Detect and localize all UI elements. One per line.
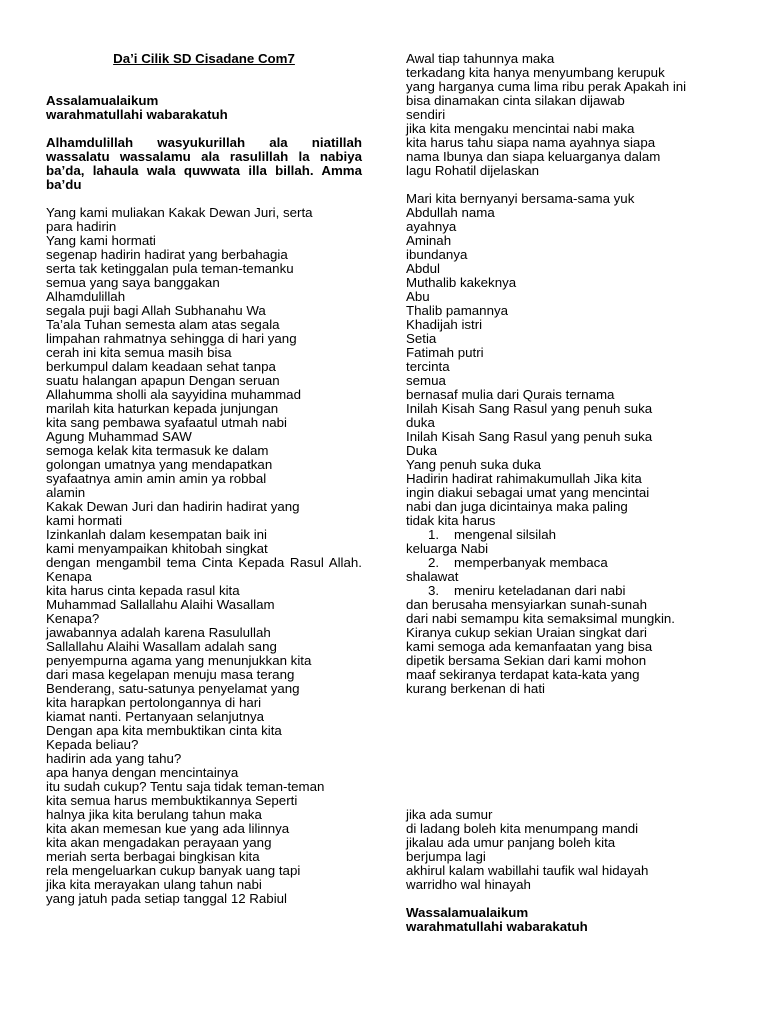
song-line: Inilah Kisah Sang Rasul yang penuh suka [406, 429, 653, 444]
closing-line: dari nabi semampu kita semaksimal mungkin. [406, 611, 676, 626]
list-number: 1. [428, 527, 440, 542]
body-line: Agung Muhammad SAW [46, 429, 192, 444]
pantun-line: akhirul kalam wabillahi taufik wal hidayah [406, 863, 649, 878]
body-line: Kakak Dewan Juri dan hadirin hadirat yang [46, 499, 300, 514]
list-continuation: shalawat [406, 569, 459, 584]
closing-line: maaf sekiranya terdapat kata-kata yang [406, 667, 640, 682]
opening-text: Alhamdulillah wasyukurillah ala niatillah wassalatu wassalamu ala rasulillah la nabiya ba’da, lahaula wala quwwata illa billah. Amma ba’du [46, 135, 362, 192]
body-line: Allahumma sholli ala sayyidina muhammad [46, 387, 301, 402]
list-item [406, 528, 724, 542]
song-line: ayahnya [406, 219, 457, 234]
body-line: segenap hadirin hadirat yang berbahagia [46, 247, 288, 262]
closing-line: kurang berkenan di hati [406, 681, 545, 696]
song-line: bernasaf mulia dari Qurais ternama [406, 387, 615, 402]
body-line: Kenapa? [46, 611, 100, 626]
body-line: kita harus cinta kepada rasul kita [46, 583, 240, 598]
song-line: Inilah Kisah Sang Rasul yang penuh suka [406, 401, 653, 416]
body-line: bisa dinamakan cinta silakan dijawab [406, 93, 625, 108]
list-item [406, 584, 724, 598]
song-line: Abdul [406, 261, 441, 276]
pantun-line: jika ada sumur [406, 807, 493, 822]
body-line: kita sang pembawa syafaatul utmah nabi [46, 415, 287, 430]
opening-paragraph [46, 136, 362, 192]
body-line: kita semua harus membuktikannya Seperti [46, 793, 298, 808]
song-line: ingin diakui sebagai umat yang mencintai [406, 485, 650, 500]
song-line: semua [406, 373, 446, 388]
body-line: sendiri [406, 107, 446, 122]
body-line: jika kita mengaku mencintai nabi maka [406, 121, 635, 136]
list-text: memperbanyak membaca [454, 555, 608, 570]
body-line: alamin [46, 485, 86, 500]
list-number: 3. [428, 583, 440, 598]
body-line: kita harapkan pertolongannya di hari [46, 695, 262, 710]
body-line: rela mengeluarkan cukup banyak uang tapi [46, 863, 301, 878]
song-line: Abu [406, 289, 430, 304]
closing-line: Kiranya cukup sekian Uraian singkat dari [406, 625, 647, 640]
list-number: 2. [428, 555, 440, 570]
farewell-line: Wassalamualaikum [406, 905, 529, 920]
body-line: Ta’ala Tuhan semesta alam atas segala [46, 317, 280, 332]
body-line: dari masa kegelapan menuju masa terang [46, 667, 295, 682]
song-line: Khadijah istri [406, 317, 483, 332]
body-line: jawabannya adalah karena Rasulullah [46, 625, 271, 640]
body-line: kiamat nanti. Pertanyaan selanjutnya [46, 709, 265, 724]
body-line: yang jatuh pada setiap tanggal 12 Rabiul [46, 891, 288, 906]
body-line: Muhammad Sallallahu Alaihi Wasallam [46, 597, 275, 612]
song-line: tercinta [406, 359, 450, 374]
body-line: Sallallahu Alaihi Wasallam adalah sang [46, 639, 277, 654]
body-line: Alhamdulillah [46, 289, 126, 304]
body-line: cerah ini kita semua masih bisa [46, 345, 232, 360]
body-line: kita akan memesan kue yang ada lilinnya [46, 821, 290, 836]
body-line: lagu Rohatil dijelaskan [406, 163, 540, 178]
list-text: meniru keteladanan dari nabi [454, 583, 626, 598]
song-section [406, 192, 724, 696]
body-line: hadirin ada yang tahu? [46, 751, 182, 766]
body-line: Benderang, satu-satunya penyelamat yang [46, 681, 300, 696]
body-line: meriah serta berbagai bingkisan kita [46, 849, 260, 864]
farewell-line: warahmatullahi wabarakatuh [406, 919, 588, 934]
greeting-line: Assalamualaikum [46, 93, 159, 108]
body-line: Izinkanlah dalam kesempatan baik ini [46, 527, 268, 542]
greeting-line: warahmatullahi wabarakatuh [46, 107, 228, 122]
farewell [406, 906, 724, 934]
body-line: penyempurna agama yang menunjukkan kita [46, 653, 312, 668]
pantun-section [406, 808, 724, 892]
pantun-line: jikalau ada umur panjang boleh kita [406, 835, 616, 850]
list-continuation: keluarga Nabi [406, 541, 489, 556]
song-line: Yang penuh suka duka [406, 457, 542, 472]
body-line: serta tak ketinggalan pula teman-temanku [46, 261, 294, 276]
pantun-line: berjumpa lagi [406, 849, 486, 864]
song-line: Setia [406, 331, 437, 346]
pantun-line: di ladang boleh kita menumpang mandi [406, 821, 639, 836]
song-line: nabi dan juga dicintainya maka paling [406, 499, 628, 514]
body-line: Yang kami hormati [46, 233, 156, 248]
closing-line: dan berusaha mensyiarkan sunah-sunah [406, 597, 647, 612]
body-line: apa hanya dengan mencintainya [46, 765, 239, 780]
body-line: halnya jika kita berulang tahun maka [46, 807, 262, 822]
body-line: limpahan rahmatnya sehingga di hari yang [46, 331, 297, 346]
song-line: Muthalib kakeknya [406, 275, 517, 290]
song-line: Fatimah putri [406, 345, 484, 360]
body-justified-line: dengan mengambil tema Cinta Kepada Rasul Allah. Kenapa [46, 555, 362, 584]
closing-line: kami semoga ada kemanfaatan yang bisa [406, 639, 653, 654]
body-line: nama Ibunya dan siapa keluarganya dalam [406, 149, 661, 164]
body-line: suatu halangan apapun Dengan seruan [46, 373, 280, 388]
song-line: Thalib pamannya [406, 303, 509, 318]
right-column [406, 52, 724, 934]
song-line: Aminah [406, 233, 452, 248]
left-column [46, 52, 362, 906]
body-line: syafaatnya amin amin amin ya robbal [46, 471, 267, 486]
song-line: Duka [406, 443, 438, 458]
body-line: semua yang saya banggakan [46, 275, 220, 290]
document-title: Da’i Cilik SD Cisadane Com7 [113, 51, 295, 66]
body-line: Dengan apa kita membuktikan cinta kita [46, 723, 282, 738]
body-line: para hadirin [46, 219, 117, 234]
body-line: marilah kita haturkan kepada junjungan [46, 401, 279, 416]
speech-body-left [46, 206, 362, 906]
song-line: Hadirin hadirat rahimakumullah Jika kita [406, 471, 642, 486]
body-line: kami menyampaikan khitobah singkat [46, 541, 268, 556]
song-line: ibundanya [406, 247, 468, 262]
pantun-line: warridho wal hinayah [406, 877, 531, 892]
body-line: kita akan mengadakan perayaan yang [46, 835, 272, 850]
body-justified-line: itu sudah cukup? Tentu saja tidak teman-teman [46, 779, 325, 794]
body-line: berkumpul dalam keadaan sehat tanpa [46, 359, 276, 374]
song-line: tidak kita harus [406, 513, 496, 528]
body-line: Kepada beliau? [46, 737, 139, 752]
list-text: mengenal silsilah [454, 527, 556, 542]
closing-line: dipetik bersama Sekian dari kami mohon [406, 653, 647, 668]
song-line: Mari kita bernyanyi bersama-sama yuk [406, 191, 635, 206]
speech-body-right [406, 52, 724, 178]
list-item [406, 556, 724, 570]
body-line: golongan umatnya yang mendapatkan [46, 457, 273, 472]
body-line: jika kita merayakan ulang tahun nabi [46, 877, 262, 892]
body-line: segala puji bagi Allah Subhanahu Wa [46, 303, 266, 318]
body-justified-line: yang harganya cuma lima ribu perak Apakah ini [406, 79, 687, 94]
song-line: Abdullah nama [406, 205, 495, 220]
body-line: Yang kami muliakan Kakak Dewan Juri, serta [46, 205, 313, 220]
body-line: kami hormati [46, 513, 123, 528]
body-line: semoga kelak kita termasuk ke dalam [46, 443, 269, 458]
action-list [406, 528, 724, 598]
body-line: Awal tiap tahunnya maka [406, 51, 555, 66]
body-line: terkadang kita hanya menyumbang kerupuk [406, 65, 665, 80]
body-line: kita harus tahu siapa nama ayahnya siapa [406, 135, 656, 150]
song-line: duka [406, 415, 435, 430]
greeting [46, 94, 362, 122]
